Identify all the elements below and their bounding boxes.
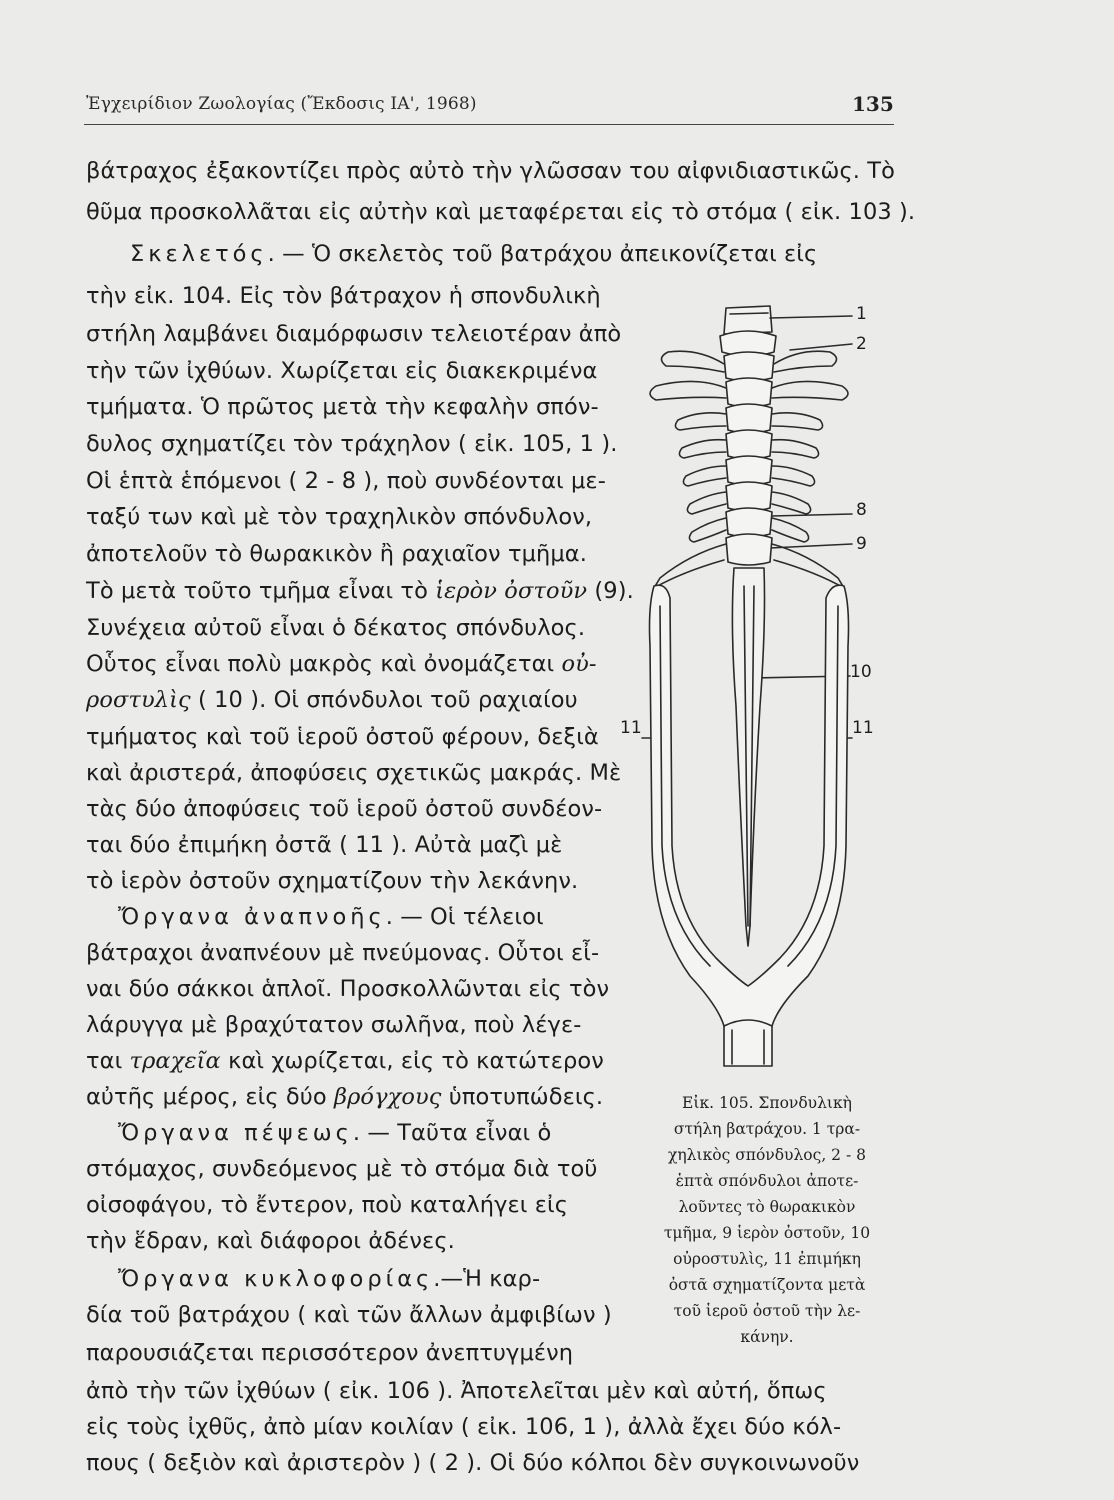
text-span: ( 10 ). Οἱ σπόνδυλοι τοῦ ραχιαίου [190,687,578,713]
text-span: εἰς τοὺς ἰχθῦς, ἀπὸ μίαν κοιλίαν ( εἰκ. 106, 1 ), ἀλλὰ ἔχει δύο κόλ- [86,1414,842,1440]
label-11-right: 11 [852,718,874,738]
text-span: τὴν εἰκ. 104. Εἰς τὸν βάτραχον ἡ σπονδυλικὴ [86,283,601,309]
italic-term: οὐ- [561,651,597,677]
text-line [86,1192,568,1218]
text-line [86,358,597,384]
text-span: τὴν ἕδραν, καὶ διάφοροι ἀδένες. [86,1228,455,1254]
text-line [86,1414,841,1440]
label-11-left: 11 [620,718,642,738]
spaced-heading: Σκελετός [130,241,268,267]
text-line [86,394,599,420]
text-line [86,578,634,604]
italic-term: βρόγχους [334,1084,442,1110]
caption-line: τμῆμα, 9 ἱερὸν ὀστοῦν, 10 [663,1224,871,1242]
text-span: (9). [587,578,634,604]
page-number: 135 [852,92,894,116]
text-span: τὸ ἱερὸν ὀστοῦν σχηματίζουν τὴν λεκάνην. [86,868,579,894]
text-line [86,468,606,494]
caption-line: χηλικὸς σπόνδυλος, 2 - 8 [668,1146,866,1164]
text-span: θῦμα προσκολλᾶται εἰς αὐτὴν καὶ μεταφέρεται εἰς τὸ στόμα ( εἰκ. 103 ). [86,199,916,225]
text-span: αὐτῆς μέρος, εἰς δύο [86,1084,334,1110]
text-line [86,504,592,530]
spaced-heading: Ὄργανα πέψεως [118,1120,353,1146]
label-9: 9 [856,534,867,554]
text-line [86,940,599,966]
text-span: τὴν τῶν ἰχθύων. Χωρίζεται εἰς διακεκριμένα [86,358,598,384]
caption-line: τοῦ ἱεροῦ ὀστοῦ τὴν λε- [673,1302,861,1320]
text-line [86,868,578,894]
italic-term: ἱερὸν ὀστοῦν [435,578,588,604]
text-span: ἀπὸ τὴν τῶν ἰχθύων ( εἰκ. 106 ). Ἀποτελεῖται μὲν καὶ αὐτή, ὅπως [86,1378,827,1404]
caption-line: κάνην. [740,1328,794,1346]
text-span: . — Ταῦτα εἶναι ὁ [352,1120,552,1146]
text-span: τὰς δύο ἀποφύσεις τοῦ ἱεροῦ ὀστοῦ συνδέον- [86,796,603,822]
text-line [86,796,602,822]
text-line [86,687,578,713]
section-heading-skeleton [130,241,817,267]
text-span: Συνέχεια αὐτοῦ εἶναι ὁ δέκατος σπόνδυλος. [86,615,586,641]
section-heading-respiration [118,904,544,930]
caption-line: ὀστᾶ σχηματίζοντα μετὰ [668,1276,866,1294]
text-line [86,1450,859,1476]
text-line [86,541,587,567]
figure-vertebral-column [620,286,890,1076]
text-span: Οἱ ἑπτὰ ἑπόμενοι ( 2 - 8 ), ποὺ συνδέονται με- [86,468,606,494]
text-line [86,976,609,1002]
section-heading-circulation [118,1266,540,1292]
caption-line: οὐροστυλὶς, 11 ἐπιμήκη [673,1250,861,1268]
italic-term: τραχεῖα [129,1048,221,1074]
text-line [86,724,599,750]
text-line [86,651,597,677]
text-line [86,760,621,786]
text-span: λάρυγγα μὲ βραχύτατον σωλῆνα, ποὺ λέγε- [86,1012,582,1038]
text-span: ἀποτελοῦν τὸ θωρακικὸν ἢ ραχιαῖον τμῆμα. [86,541,587,567]
text-span: ναι δύο σάκκοι ἁπλοῖ. Προσκολλῶνται εἰς τὸν [86,976,610,1002]
text-span: Οὗτος εἶναι πολὺ μακρὸς καὶ ὀνομάζεται [86,651,562,677]
caption-line: ἑπτὰ σπόνδυλοι ἀποτε- [675,1172,859,1190]
text-span: Τὸ μετὰ τοῦτο τμῆμα εἶναι τὸ [86,578,436,604]
spaced-heading: Ὄργανα κυκλοφορίας [118,1266,434,1292]
text-line [86,1302,612,1328]
text-span: στήλη λαμβάνει διαμόρφωσιν τελειοτέραν ἀπὸ [86,321,622,347]
label-1: 1 [856,304,867,324]
caption-line: λοῦντες τὸ θωρακικὸν [678,1198,856,1216]
text-span: τμήματα. Ὁ πρῶτος μετὰ τὴν κεφαλὴν σπόν- [86,394,599,420]
label-2: 2 [856,334,867,354]
text-span: τμήματος καὶ τοῦ ἱεροῦ ὀστοῦ φέρουν, δεξιὰ [86,724,599,750]
text-line [86,1156,597,1182]
label-10: 10 [850,662,872,682]
running-title: Ἐγχειρίδιον Ζωολογίας (Ἔκδοσις ΙΑ', 1968) [86,94,477,114]
text-span: πους ( δεξιὸν καὶ ἀριστερὸν ) ( 2 ). Οἱ δύο κόλποι δὲν συγκοινωνοῦν [86,1450,860,1476]
text-span: . — Οἱ τέλειοι [385,904,544,930]
text-line [86,158,895,184]
text-span: στόμαχος, συνδεόμενος μὲ τὸ στόμα διὰ τοῦ [86,1156,598,1182]
text-line [86,1340,573,1366]
text-span: .—Ἡ καρ- [433,1266,541,1292]
caption-line: στήλη βατράχου. 1 τρα- [673,1120,861,1138]
text-line [86,615,585,641]
caption-line: Εἰκ. 105. Σπονδυλικὴ [682,1094,852,1112]
text-span: καὶ χωρίζεται, εἰς τὸ κατώτερον [220,1048,604,1074]
text-span: ὑποτυπώδεις. [441,1084,604,1110]
text-span: ται δύο ἐπιμήκη ὀστᾶ ( 11 ). Αὐτὰ μαζὶ μὲ [86,832,563,858]
text-span: ταξύ των καὶ μὲ τὸν τραχηλικὸν σπόνδυλον, [86,504,593,530]
text-span: δυλος σχηματίζει τὸν τράχηλον ( εἰκ. 105, 1 ). [86,431,618,457]
text-line [86,431,617,457]
header-rule [84,124,894,125]
text-line [86,1084,603,1110]
text-span: ται [86,1048,130,1074]
text-span: παρουσιάζεται περισσότερον ἀνεπτυγμένη [86,1340,574,1366]
section-heading-digestion [118,1120,551,1146]
text-span: . — Ὁ σκελετὸς τοῦ βατράχου ἀπεικονίζεται εἰς [267,241,818,267]
thoracic-vertebrae [650,351,848,542]
text-span: δία τοῦ βατράχου ( καὶ τῶν ἄλλων ἀμφιβίων ) [86,1302,612,1328]
italic-term: ροστυλὶς [86,687,191,713]
text-line [86,832,562,858]
text-span: οἰσοφάγου, τὸ ἔντερον, ποὺ καταλήγει εἰς [86,1192,569,1218]
text-span: καὶ ἀριστερά, ἀποφύσεις σχετικῶς μακράς. Μὲ [86,760,622,786]
text-line [86,321,621,347]
text-span: βάτραχος ἐξακοντίζει πρὸς αὐτὸ τὴν γλῶσσαν του αἰφνιδιαστικῶς. Τὸ [86,158,895,184]
text-span: βάτραχοι ἀναπνέουν μὲ πνεύμονας. Οὗτοι εἶ- [86,940,600,966]
text-line [86,1012,581,1038]
text-line [86,1228,455,1254]
text-line [86,1048,604,1074]
label-8: 8 [856,500,867,520]
text-line [86,283,601,309]
spaced-heading: Ὄργανα ἀναπνοῆς [118,904,386,930]
text-line [86,199,915,225]
text-line [86,1378,827,1404]
